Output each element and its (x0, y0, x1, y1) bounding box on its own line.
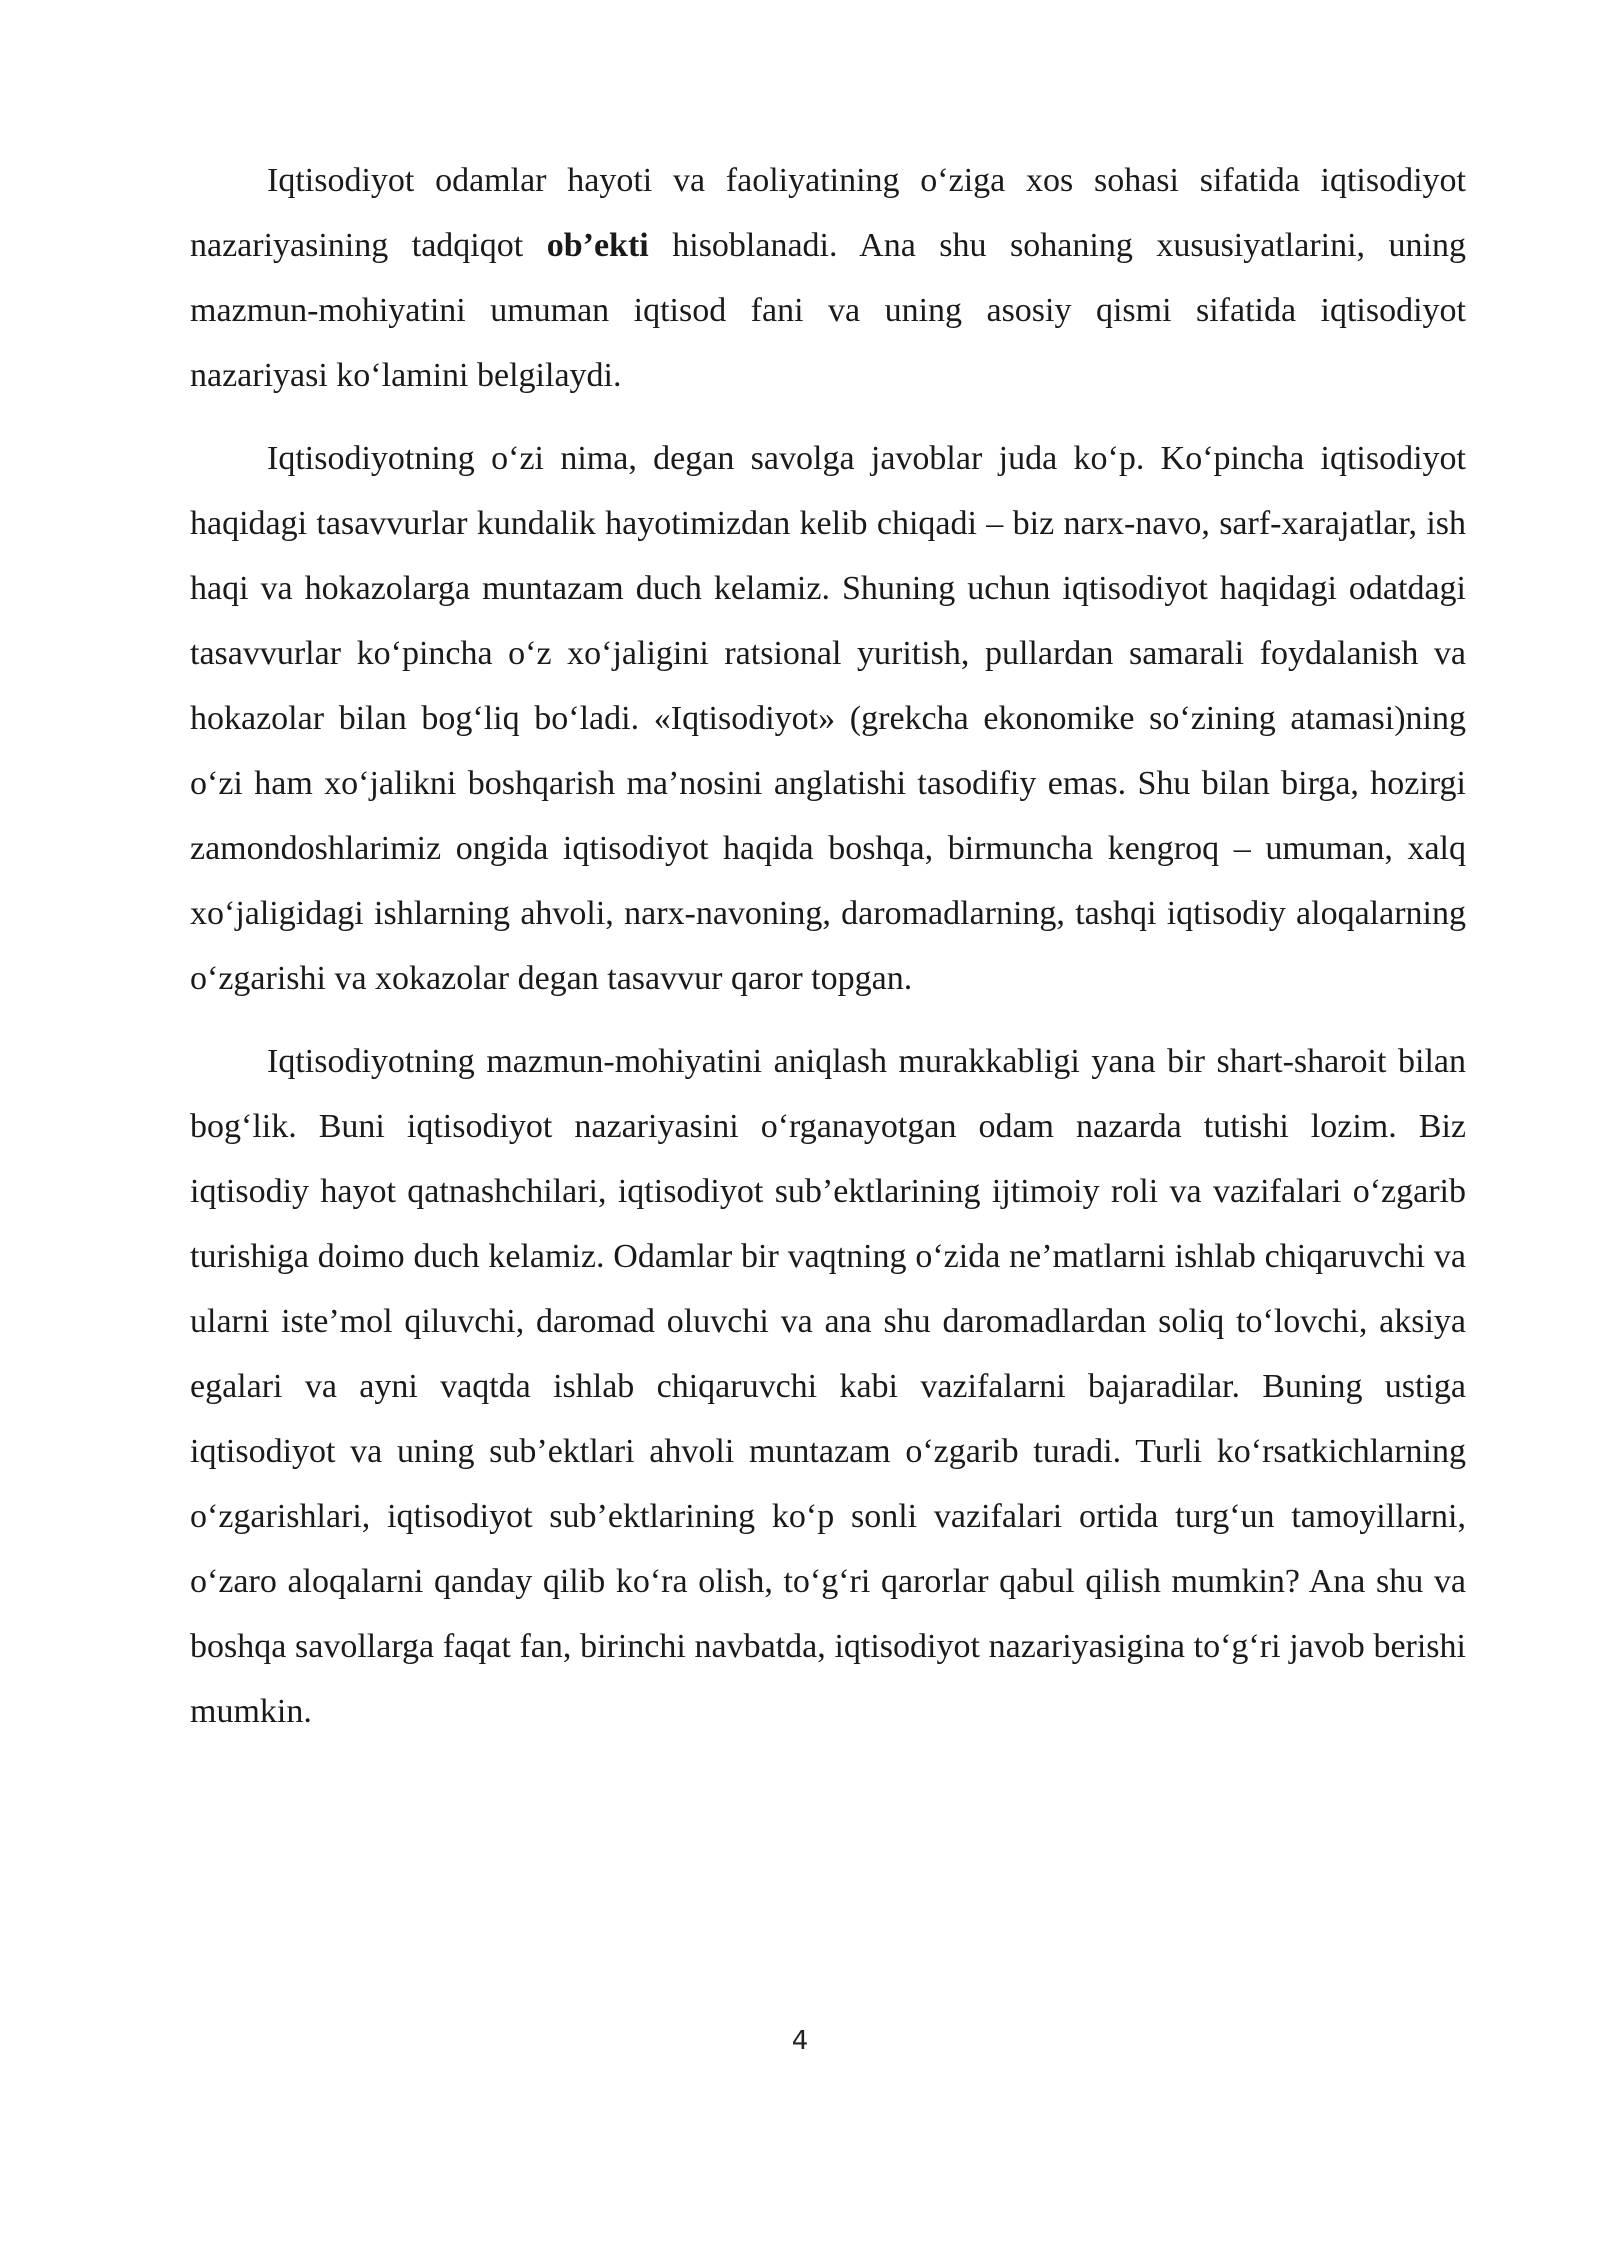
paragraph-2: Iqtisodiyotning o‘zi nima, degan savolga javoblar juda ko‘p. Ko‘pincha iqtisodiyot haqidagi tasavvurlar kundalik hayotimizdan kelib chiqadi – biz narx-navo, sarf-xarajatlar, ish haqi va hokazolarga muntazam duch kelamiz. Shuning uchun iqtisodiyot haqidagi odatdagi tasavvurlar ko‘pincha o‘z xo‘jaligini ratsional yuritish, pullardan samarali foydalanish va hokazolar bilan bog‘liq bo‘ladi. «Iqtisodiyot» (grekcha ekonomike so‘zining atamasi)ning o‘zi ham xo‘jalikni boshqarish ma’nosini anglatishi tasodifiy emas. Shu bilan birga, hozirgi zamondoshlarimiz ongida iqtisodiyot haqida boshqa, birmuncha kengroq – umuman, xalq xo‘jaligidagi ishlarning ahvoli, narx-navoning, daromadlarning, tashqi iqtisodiy aloqalarning o‘zgarishi va xokazolar degan tasavvur qaror topgan. (190, 440, 1466, 997)
document-body (190, 148, 1466, 1762)
paragraph-1-text-start: Iqtisodiyot odamlar hayoti va faoliyatining o‘ziga xos sohasi sifatida iqtisodiyot nazariyasining tadqiqot (190, 162, 1466, 264)
page-number: 4 (791, 2026, 809, 2056)
paragraph-1-text-end: hisoblanadi. Ana shu sohaning xususiyatlarini, uning mazmun-mohiyatini umuman iqtisod fani va uning asosiy qismi sifatida iqtisodiyot nazariyasi ko‘lamini belgilaydi. (190, 227, 1467, 394)
bold-term: ob’ekti (546, 227, 649, 264)
paragraph-1 (190, 148, 1466, 408)
paragraph-3: Iqtisodiyotning mazmun-mohiyatini aniqlash murakkabligi yana bir shart-sharoit bilan bog‘lik. Buni iqtisodiyot nazariyasini o‘rganayotgan odam nazarda tutishi lozim. Biz iqtisodiy hayot qatnashchilari, iqtisodiyot sub’ektlarining ijtimoiy roli va vazifalari o‘zgarib turishiga doimo duch kelamiz. Odamlar bir vaqtning o‘zida ne’matlarni ishlab chiqaruvchi va ularni iste’mol qiluvchi, daromad oluvchi va ana shu daromadlardan soliq to‘lovchi, aksiya egalari va ayni vaqtda ishlab chiqaruvchi kabi vazifalarni bajaradilar. Buning ustiga iqtisodiyot va uning sub’ektlari ahvoli muntazam o‘zgarib turadi. Turli ko‘rsatkichlarning o‘zgarishlari, iqtisodiyot sub’ektlarining ko‘p sonli vazifalari ortida turg‘un tamoyillarni, o‘zaro aloqalarni qanday qilib ko‘ra olish, to‘g‘ri qarorlar qabul qilish mumkin? Ana shu va boshqa savollarga faqat fan, birinchi navbatda, iqtisodiyot nazariyasigina to‘g‘ri javob berishi mumkin. (190, 1043, 1466, 1730)
